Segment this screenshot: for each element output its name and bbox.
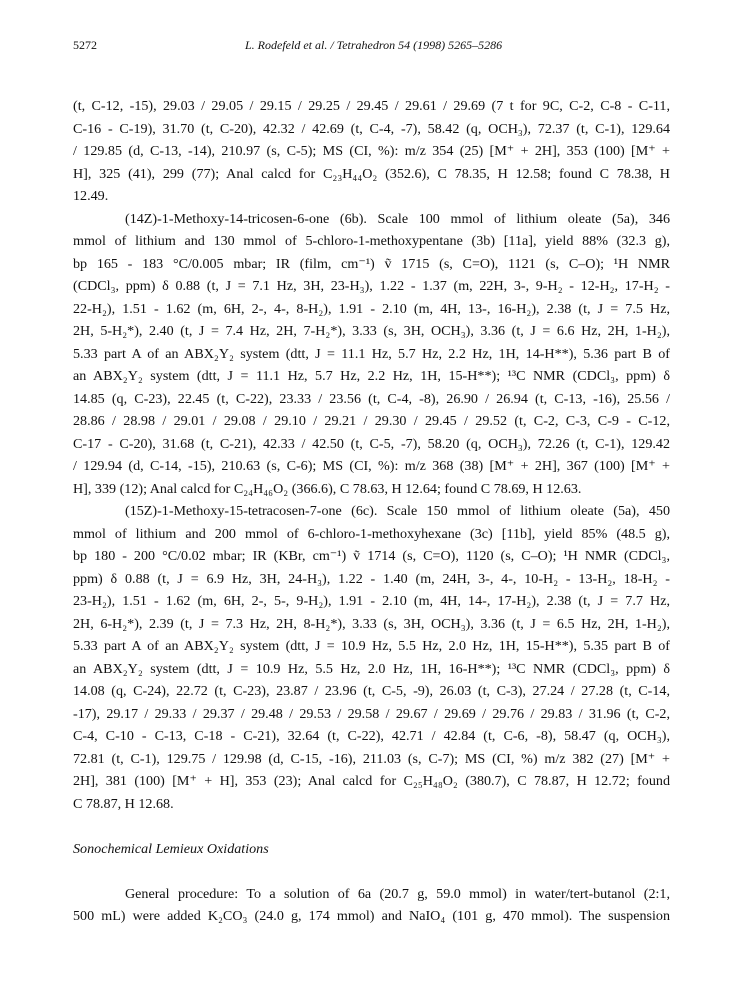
text-line: an ABX₂Y₂ system (dtt, J = 10.9 Hz, 5.5 Hz, 2.0 Hz, 1H, 16-H**); ¹³C NMR (CDCl₃, ppm) δ (73, 660, 670, 677)
text-line: 12.49. (73, 188, 109, 204)
experimental-paragraphs (73, 95, 670, 815)
text-line: 2H], 381 (100) [M⁺ + H], 353 (23); Anal calcd for C₂₅H₄₈O₂ (380.7), C 78.87, H 12.72; found (73, 773, 670, 789)
text-line: C-16 - C-19), 31.70 (t, C-20), 42.32 / 42.69 (t, C-4, -7), 58.42 (q, OCH₃), 72.37 (t, C-1), 129.64 (73, 120, 670, 137)
running-header: L. Rodefeld et al. / Tetrahedron 54 (1998) 5265–5286 (245, 38, 503, 52)
text-line: H], 339 (12); Anal calcd for C₂₄H₄₆O₂ (366.6), C 78.63, H 12.64; found C 78.69, H 12.63. (73, 480, 582, 497)
text-line: 5.33 part A of an ABX₂Y₂ system (dtt, J = 11.1 Hz, 5.7 Hz, 2.2 Hz, 1H, 14-H**), 5.36 part B of (73, 345, 670, 362)
text-line: 5.33 part A of an ABX₂Y₂ system (dtt, J = 10.9 Hz, 5.5 Hz, 2.0 Hz, 1H, 15-H**), 5.35 part B of (73, 638, 670, 654)
text-line: -17), 29.17 / 29.33 / 29.37 / 29.48 / 29.53 / 29.58 / 29.67 / 29.69 / 29.76 / 29.83 / 31.96 (t, C-2, (73, 705, 670, 722)
text-line: (15Z)-1-Methoxy-15-tetracosen-7-one (6c). Scale 150 mmol of lithium oleate (5a), 450 (125, 503, 670, 519)
text-line: 500 mL) were added K₂CO₃ (24.0 g, 174 mmol) and NaIO₄ (101 g, 470 mmol). The suspension (73, 908, 670, 924)
text-line: C-4, C-10 - C-13, C-18 - C-21), 32.64 (t, C-22), 42.71 / 42.84 (t, C-6, -8), 58.47 (q, OCH₃), (73, 728, 670, 744)
text-line: 2H, 6-H₂*), 2.39 (t, J = 7.3 Hz, 2H, 8-H₂*), 3.33 (s, 3H, OCH₃), 3.36 (t, J = 6.5 Hz, 2H, 1-H₂), (73, 615, 670, 632)
general-procedure-paragraph (73, 883, 670, 928)
text-line: mmol of lithium and 200 mmol of 6-chloro-1-methoxyhexane (3c) [11b], yield 85% (48.5 g), (73, 525, 670, 542)
page-number: 5272 (73, 38, 97, 52)
text-line: mmol of lithium and 130 mmol of 5-chloro-1-methoxypentane (3b) [11a], yield 88% (32.3 g), (73, 233, 670, 249)
section-heading: Sonochemical Lemieux Oxidations (73, 840, 269, 857)
text-line: 2H, 5-H₂*), 2.40 (t, J = 7.4 Hz, 2H, 7-H₂*), 3.33 (s, 3H, OCH₃), 3.36 (t, J = 6.6 Hz, 2H, 1-H₂), (73, 323, 670, 339)
text-line: bp 180 - 200 °C/0.02 mbar; IR (KBr, cm⁻¹) ṽ 1714 (s, C=O), 1120 (s, C–O); ¹H NMR (CDCl₃, (73, 548, 670, 564)
text-line: 28.86 / 28.98 / 29.01 / 29.08 / 29.10 / 29.21 / 29.30 / 29.45 / 29.52 (t, C-2, C-3, C-9 - C-12, (73, 413, 670, 429)
text-line: C-17 - C-20), 31.68 (t, C-21), 42.33 / 42.50 (t, C-5, -7), 58.20 (q, OCH₃), 72.26 (t, C-1), 129.42 (73, 435, 670, 452)
text-line: / 129.85 (d, C-13, -14), 210.97 (s, C-5); MS (CI, %): m/z 354 (25) [M⁺ + 2H], 353 (100) [M⁺ + (73, 143, 670, 159)
text-line: 23-H₂), 1.51 - 1.62 (m, 6H, 2-, 5-, 9-H₂), 1.91 - 2.10 (m, 4H, 14-, 17-H₂), 2.38 (t, J = 7.7 Hz, (73, 593, 670, 609)
text-line: / 129.94 (d, C-14, -15), 210.63 (s, C-6); MS (CI, %): m/z 368 (38) [M⁺ + 2H], 367 (100) [M⁺ + (73, 458, 670, 474)
text-line: General procedure: To a solution of 6a (20.7 g, 59.0 mmol) in water/tert-butanol (2:1, (125, 885, 670, 902)
text-line: 14.85 (q, C-23), 22.45 (t, C-22), 23.33 / 23.56 (t, C-4, -8), 26.90 / 26.94 (t, C-13, -16), 25.56 / (73, 390, 670, 407)
text-line: H], 325 (41), 299 (77); Anal calcd for C₂₃H₄₄O₂ (352.6), C 78.35, H 12.58; found C 78.38, H (73, 165, 670, 182)
text-line: an ABX₂Y₂ system (dtt, J = 11.1 Hz, 5.7 Hz, 2.2 Hz, 1H, 15-H**); ¹³C NMR (CDCl₃, ppm) δ (73, 368, 670, 384)
text-line: 14.08 (q, C-24), 22.72 (t, C-23), 23.87 / 23.96 (t, C-5, -9), 26.03 (t, C-3), 27.24 / 27.28 (t, C-14, (73, 683, 670, 699)
text-line: (14Z)-1-Methoxy-14-tricosen-6-one (6b). Scale 100 mmol of lithium oleate (5a), 346 (125, 210, 670, 227)
text-line: C 78.87, H 12.68. (73, 795, 174, 812)
text-line: 22-H₂), 1.51 - 1.62 (m, 6H, 2-, 4-, 8-H₂), 1.91 - 2.10 (m, 4H, 13-, 16-H₂), 2.38 (t, J = 7.5 Hz, (73, 300, 670, 317)
text-line: ppm) δ 0.88 (t, J = 6.9 Hz, 3H, 24-H₃), 1.22 - 1.40 (m, 24H, 3-, 4-, 10-H₂ - 13-H₂, 18-H₂ - (73, 570, 670, 587)
text-line: bp 165 - 183 °C/0.005 mbar; IR (film, cm⁻¹) ṽ 1715 (s, C=O), 1121 (s, C–O); ¹H NMR (73, 255, 670, 272)
text-line: (t, C-12, -15), 29.03 / 29.05 / 29.15 / 29.25 / 29.45 / 29.61 / 29.69 (7 t for 9C, C-2, C-8 - C-11, (73, 98, 670, 114)
text-line: (CDCl₃, ppm) δ 0.88 (t, J = 7.1 Hz, 3H, 23-H₃), 1.22 - 1.37 (m, 22H, 3-, 9-H₂ - 12-H₂, 17-H₂ - (73, 278, 670, 294)
text-line: 72.81 (t, C-1), 129.75 / 129.98 (d, C-15, -16), 211.03 (s, C-7); MS (CI, %) m/z 382 (27) [M⁺ + (73, 750, 670, 767)
body-text (73, 95, 670, 928)
